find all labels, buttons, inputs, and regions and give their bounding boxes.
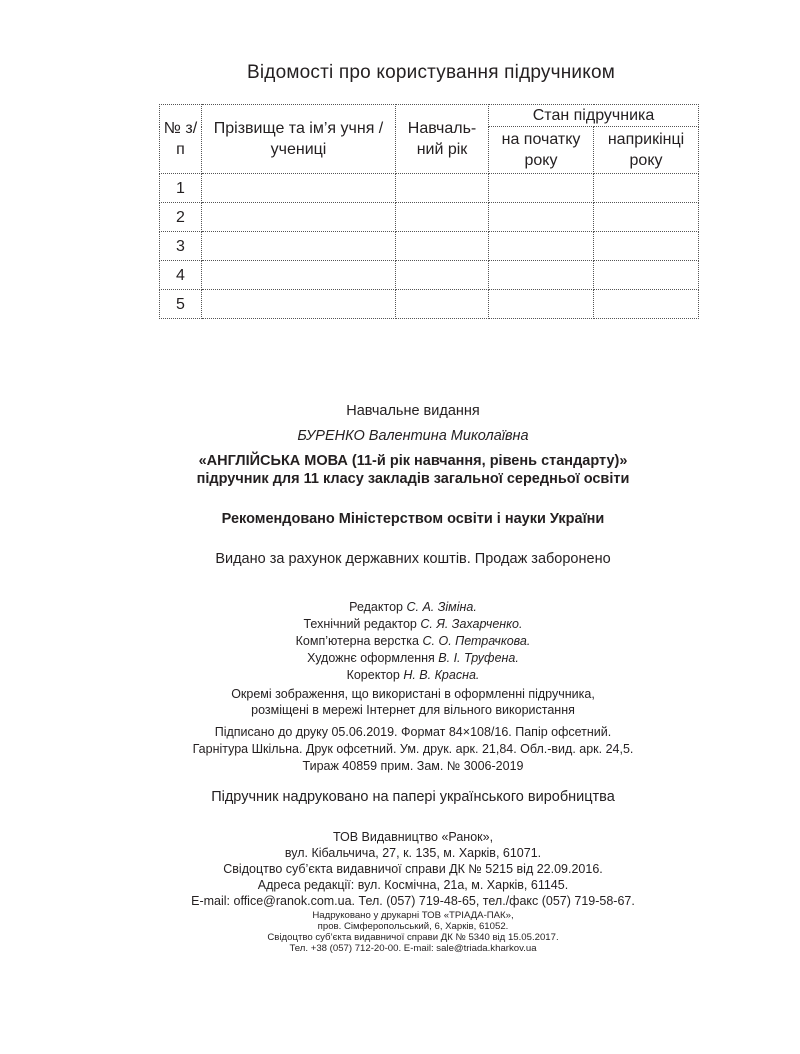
header-number: № з/п <box>160 105 202 174</box>
credit-line: Технічний редактор С. Я. Захарченко. <box>303 617 523 631</box>
name-cell <box>202 261 396 290</box>
year-cell <box>396 261 489 290</box>
row-number: 5 <box>160 290 202 319</box>
credit-line: Коректор Н. В. Красна. <box>346 668 480 682</box>
start-cell <box>489 203 594 232</box>
funding-note: Видано за рахунок державних коштів. Продаж заборонено <box>215 551 611 567</box>
author: БУРЕНКО Валентина Миколаївна <box>297 428 529 444</box>
credits <box>0 599 800 684</box>
usage-table <box>159 104 699 319</box>
end-cell <box>594 203 699 232</box>
table-row <box>160 232 699 261</box>
year-cell <box>396 203 489 232</box>
printer-info: Надруковано у друкарні ТОВ «ТРІАДА-ПАК», пров. Сімферопольський, 6, Харків, 61052. Свідоцтво суб’єкта видавничої справи ДК № 5340 від 15.05.2017. Тел. +38 (057) 712-20-00. E-mail: sale@triada.kharkov.ua <box>267 910 559 954</box>
row-number: 1 <box>160 174 202 203</box>
end-cell <box>594 261 699 290</box>
start-cell <box>489 174 594 203</box>
end-cell <box>594 290 699 319</box>
page-title: Відомості про користування підручником <box>247 62 615 83</box>
book-subtitle: підручник для 11 класу закладів загальної середньої освіти <box>196 471 630 487</box>
recommended-note: Рекомендовано Міністерством освіти і науки України <box>221 511 605 527</box>
header-name: Прізвище та ім’я учня / учениці <box>202 105 396 174</box>
header-year: Навчаль-ний рік <box>396 105 489 174</box>
images-note: Окремі зображення, що використані в оформленні підручника, розміщені в мережі Інтернет для вільного використання <box>231 687 595 717</box>
end-cell <box>594 174 699 203</box>
name-cell <box>202 232 396 261</box>
row-number: 2 <box>160 203 202 232</box>
publisher-info: ТОВ Видавництво «Ранок», вул. Кібальчича, 27, к. 135, м. Харків, 61071. Свідоцтво суб’єкта видавничої справи ДК № 5215 від 22.09.2016. Адреса редакції: вул. Космічна, 21а, м. Харків, 61145. E-mail: office@ranok.com.ua. Тел. (057) 719-48-65, тел./факс (057) 719-58-67. <box>191 830 635 908</box>
year-cell <box>396 290 489 319</box>
name-cell <box>202 174 396 203</box>
credit-line: Комп’ютерна верстка С. О. Петрачкова. <box>295 634 531 648</box>
paper-note: Підручник надруковано на папері українського виробництва <box>211 789 615 805</box>
header-condition-start: на початку року <box>489 127 594 174</box>
table-row <box>160 203 699 232</box>
edition-type: Навчальне видання <box>346 403 480 419</box>
name-cell <box>202 203 396 232</box>
table-row <box>160 174 699 203</box>
header-condition: Стан підручника <box>489 105 699 127</box>
credit-line: Художнє оформлення В. І. Труфена. <box>307 651 519 665</box>
end-cell <box>594 232 699 261</box>
start-cell <box>489 232 594 261</box>
book-title: «АНГЛІЙСЬКА МОВА (11-й рік навчання, рівень стандарту)» <box>198 453 628 469</box>
credit-line: Редактор С. А. Зіміна. <box>349 600 477 614</box>
table-row <box>160 261 699 290</box>
row-number: 4 <box>160 261 202 290</box>
header-condition-end: наприкінці року <box>594 127 699 174</box>
print-info: Підписано до друку 05.06.2019. Формат 84×108/16. Папір офсетний. Гарнітура Шкільна. Друк офсетний. Ум. друк. арк. 21,84. Обл.-вид. арк. 24,5. Тираж 40859 прим. Зам. № 3006-2019 <box>192 725 634 773</box>
row-number: 3 <box>160 232 202 261</box>
table-row <box>160 290 699 319</box>
year-cell <box>396 232 489 261</box>
name-cell <box>202 290 396 319</box>
start-cell <box>489 261 594 290</box>
start-cell <box>489 290 594 319</box>
year-cell <box>396 174 489 203</box>
